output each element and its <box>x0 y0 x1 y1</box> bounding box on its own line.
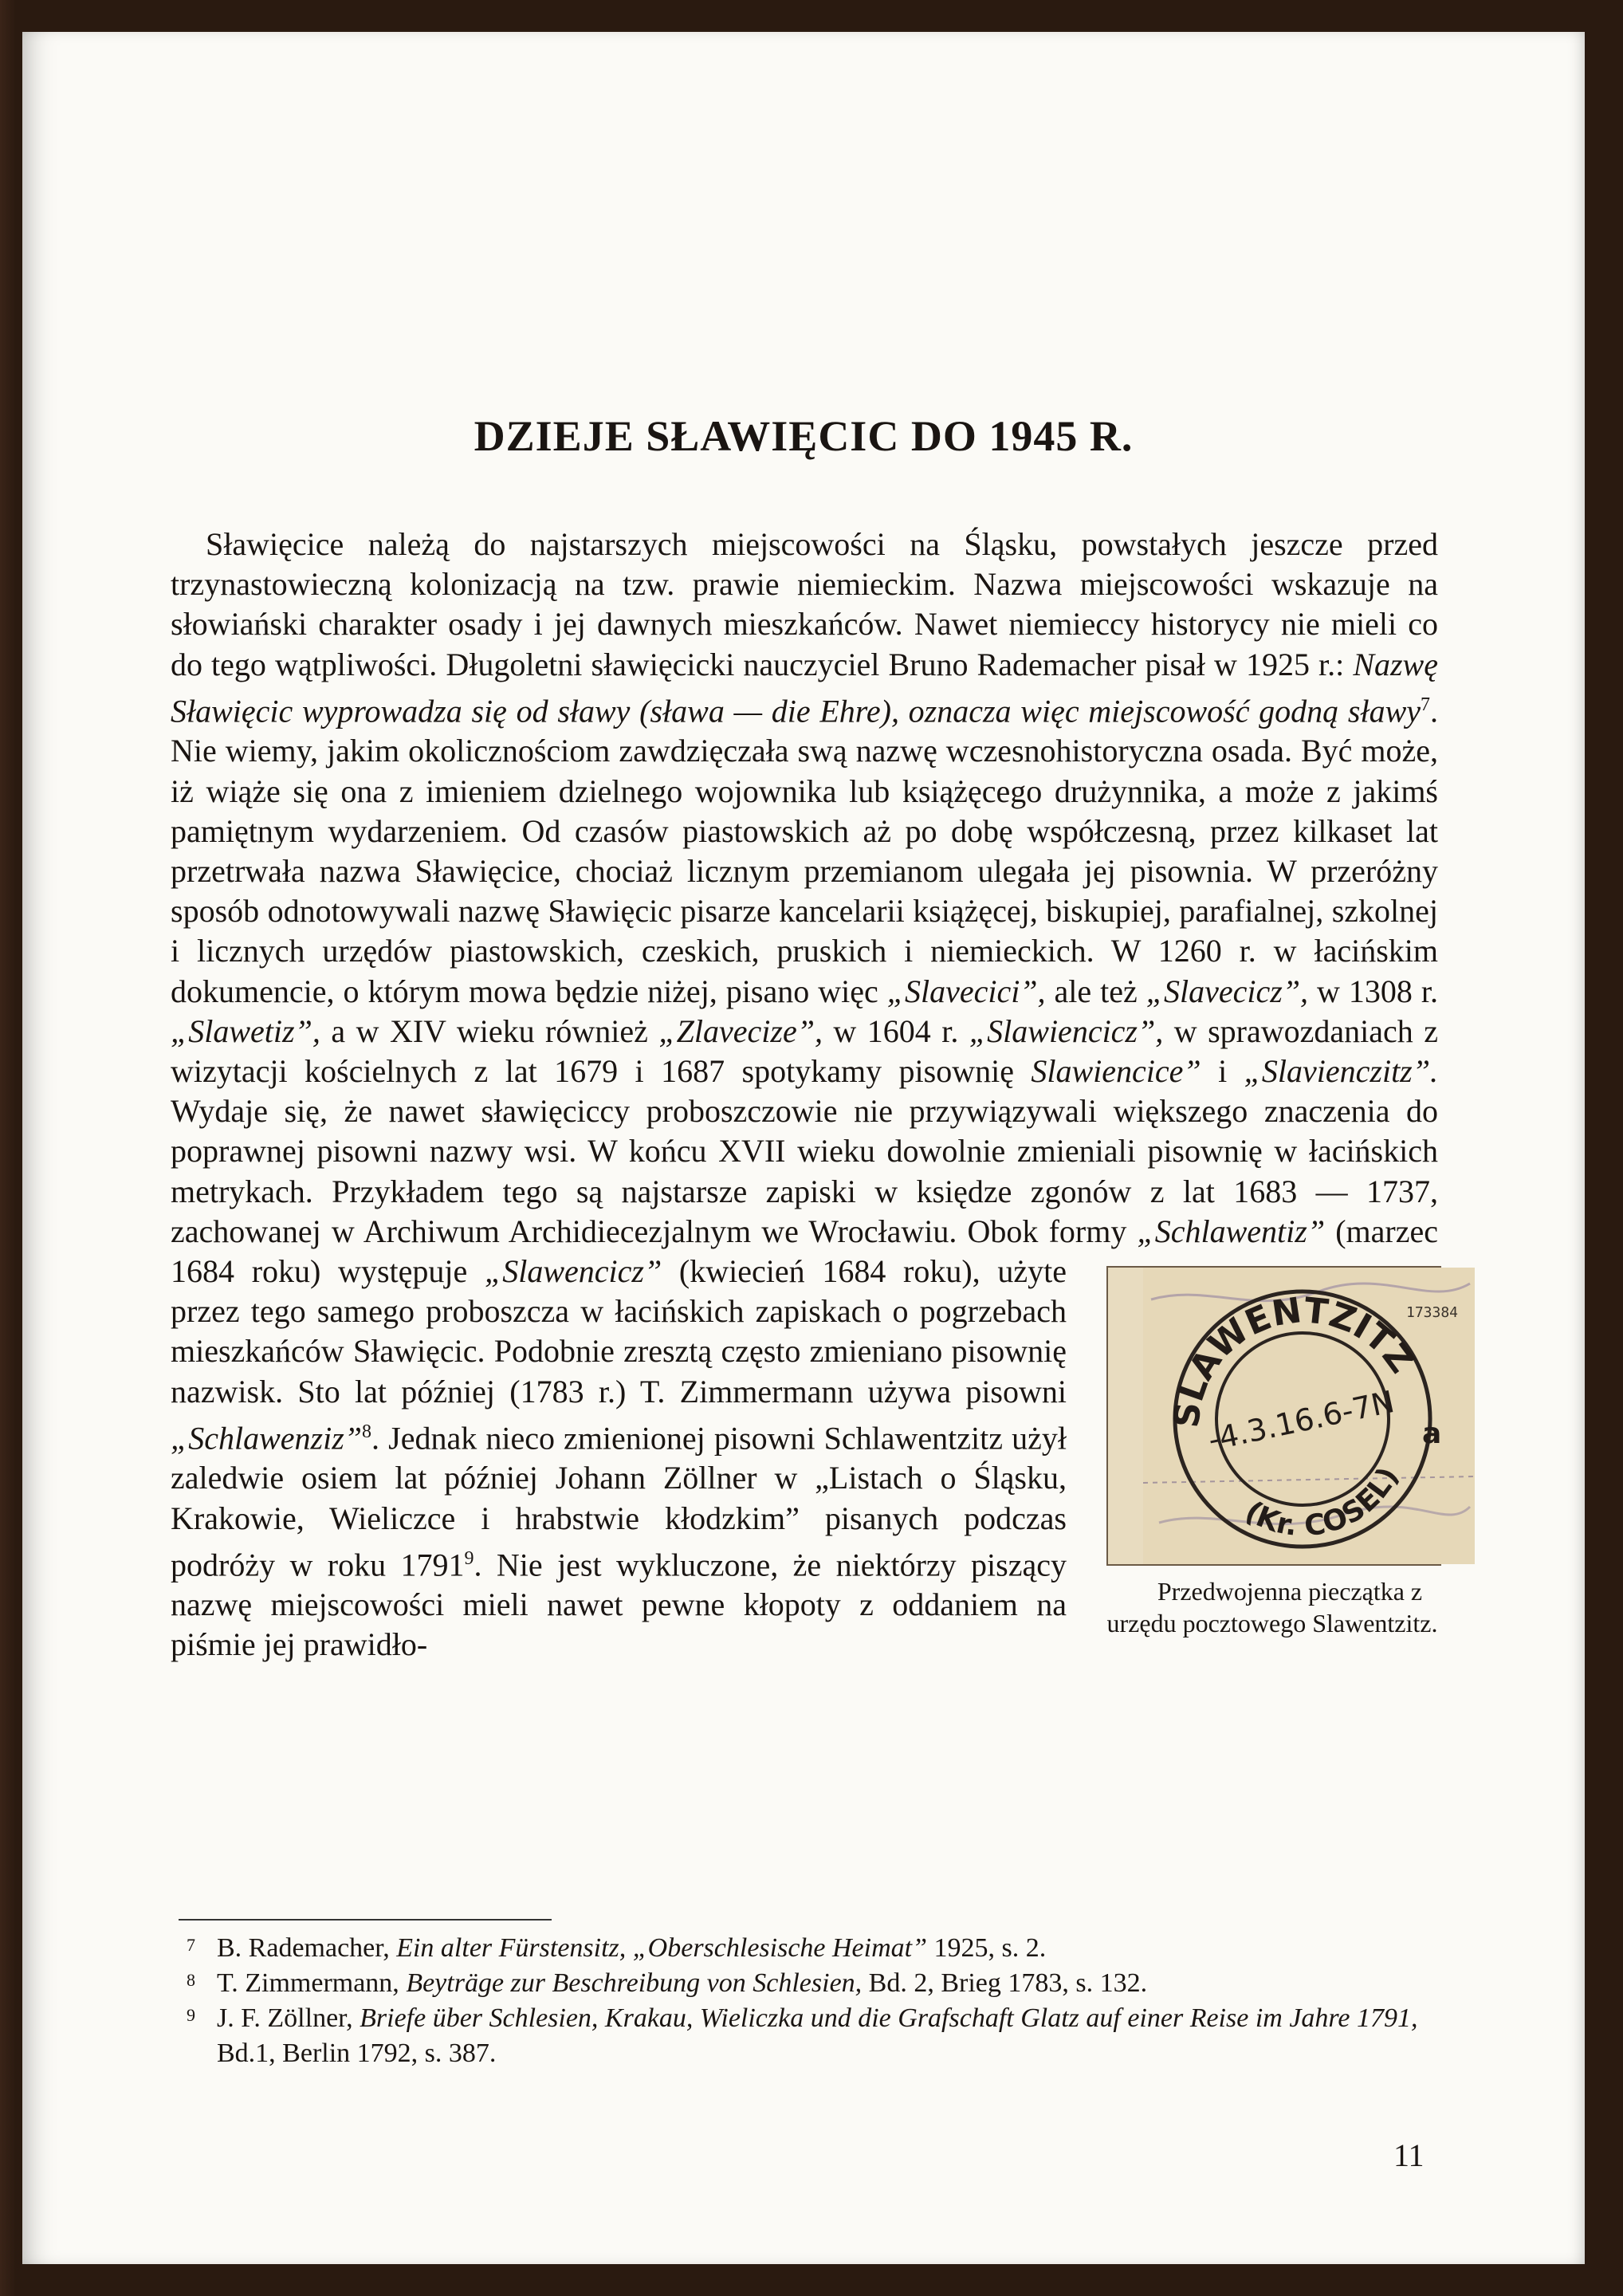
footnote-divider <box>179 1919 552 1921</box>
chapter-title: DZIEJE SŁAWIĘCIC DO 1945 R. <box>474 412 1134 460</box>
stamp-letter: a <box>1422 1417 1442 1450</box>
spelling-slavienczitz: „Slavienczitz”. <box>1244 1052 1438 1089</box>
stamp-date: -4.3.16.6-7N <box>1204 1383 1397 1458</box>
footnote-9 <box>179 2001 1438 2071</box>
para-text-1: Sławięcice należą do najstarszych miejscowości na Śląsku, powstałych jeszcze przed trzynastowieczną kolonizacją na tzw. prawie niemieckim. Nazwa miejscowości wskazuje na słowiański charakter osady i jej dawnych mieszkańców. Nawet niemieccy historycy nie mieli co do tego wątpliwości. Długoletni sławięcicki nauczyciel Bruno Rademacher pisał w 1925 r.: <box>171 526 1438 682</box>
stamp-number: 173384 <box>1406 1303 1459 1321</box>
para-text: ale też <box>1045 973 1146 1009</box>
para-text: (kwiecień 1684 roku), użyte przez tego samego proboszcza w łacińskich zapiskach o pogrzebach mieszkańców Sławięcic. Podobnie zresztą często zmieniano pisownię nazwisk. Sto lat później (1783 r.) T. Zimmermann używa pisowni <box>171 1252 1067 1409</box>
spelling-slawencicz: „Slawencicz” <box>484 1252 662 1289</box>
footnote-work-title: Ein alter Fürstensitz, „Oberschlesische Heimat” <box>396 1933 928 1963</box>
spelling-slawiencicz: „Slawiencicz”, <box>969 1012 1164 1049</box>
stamp-bottom-text: (Kr. COSEL) <box>1239 1461 1405 1543</box>
footnote-number: 8 <box>187 1970 195 1990</box>
footnote-number: 9 <box>187 2005 195 2025</box>
footnote-ref-7: 7 <box>1421 694 1430 715</box>
para-text: w 1308 r. <box>1308 973 1439 1009</box>
footnote-number: 7 <box>187 1935 195 1955</box>
footnote-work-title: Beyträge zur Beschreibung von Schlesien, <box>406 1968 863 1998</box>
footnote-work-title: Briefe über Schlesien, Krakau, Wieliczka und die Grafschaft Glatz auf einer Reise im Jahre 1791, <box>360 2003 1418 2033</box>
para-text: a w XIV wieku również <box>320 1012 659 1049</box>
stamp-image <box>1106 1266 1459 1566</box>
para-text: w sprawozdaniach z wizytacji kościelnych z lat 1679 i 1687 spotykamy pisownię <box>171 1012 1439 1089</box>
para-text: . Jednak nieco zmienionej pisowni Schlawentzitz użył zaledwie osiem lat później Johann Zöllner w „Listach o Śląsku, Krakowie, Wieliczce i hrabstwie kłodzkim” pisanych podczas podróży w roku 1791 <box>171 1420 1067 1583</box>
footnote-7 <box>179 1931 1438 1966</box>
spelling-zlavecize: „Zlavecize”, <box>658 1012 823 1049</box>
spelling-slavecici: „Slavecici”, <box>886 973 1046 1009</box>
postmark-stamp-icon <box>1143 1268 1475 1564</box>
book-page <box>22 32 1585 2264</box>
footnote-ref-9: 9 <box>464 1547 474 1569</box>
para-text: w 1604 r. <box>822 1012 969 1049</box>
spelling-slavecicz: „Slavecicz”, <box>1146 973 1309 1009</box>
stamp-ring-text: SLAWENTZITZ <box>1165 1290 1422 1430</box>
para-text: Wydaje się, że nawet sławięciccy proboszczowie nie przywiązywali większego znaczenia do poprawnej pisowni nazwy wsi. W końcu XVII wieku dowolnie zmieniali pisownię w łacińskich metrykach. Przykładem tego są najstarsze zapiski w księdze zgonów z lat 1683 — 1737, zachowanej w Archiwum Archidiecezjalnym we Wrocławiu. Obok formy <box>171 1093 1438 1249</box>
main-paragraph <box>171 525 1459 1665</box>
para-text: . Nie jest wykluczone, że niektórzy piszący nazwę miejscowości mieli nawet pewne kłopoty z oddaniem na piśmie jej prawidło- <box>171 1547 1067 1663</box>
footnotes <box>179 1931 1438 2071</box>
footnote-author: B. Rademacher, <box>217 1933 397 1963</box>
para-text: i <box>1201 1052 1244 1089</box>
spelling-slawiencice: Slawiencice” <box>1031 1052 1201 1089</box>
spelling-slawetiz: „Slawetiz”, <box>171 1012 320 1049</box>
footnote-details: Bd.1, Berlin 1792, s. 387. <box>217 2038 497 2068</box>
page-number: 11 <box>1393 2137 1425 2173</box>
para-text: (marzec 1684 roku) występuje <box>171 1213 1438 1289</box>
footnote-author: J. F. Zöllner, <box>217 2003 360 2033</box>
figure-caption: Przedwojenna pieczątka z urzędu pocztowego Slawentzitz. <box>1106 1576 1438 1637</box>
spelling-schlawenziz: „Schlawenziz” <box>171 1420 363 1457</box>
footnote-8 <box>179 1966 1438 2001</box>
footnote-ref-8: 8 <box>362 1421 372 1442</box>
stamp-figure <box>1091 1263 1459 1637</box>
footnote-details: Bd. 2, Brieg 1783, s. 132. <box>862 1968 1148 1998</box>
footnote-details: 1925, s. 2. <box>927 1933 1047 1963</box>
quote-rademacher: Nazwę Sławięcic wyprowadza się od sławy (sława — die Ehre), oznacza więc miejscowość godną sławy <box>171 646 1438 729</box>
footnote-author: T. Zimmermann, <box>217 1968 407 1998</box>
spelling-schlawentiz: „Schlawentiz” <box>1137 1213 1326 1249</box>
para-text-2: . Nie wiemy, jakim okolicznościom zawdzięczała swą nazwę wczesnohistoryczna osada. Być może, iż wiąże się ona z imieniem dzielnego wojownika lub książęcego drużynnika, a może z jakimś pamiętnym wydarzeniem. Od czasów piastowskich aż po dobę współczesną, przez kilkaset lat przetrwała nazwa Sławięcice, chociaż licznym przemianom ulegała jej pisownia. W przeróżny sposób odnotowywali nazwę Sławięcic pisarze kancelarii książęcej, biskupiej, parafialnej, szkolnej i licznych urzędów piastowskich, czeskich, pruskich i niemieckich. W 1260 r. w łacińskim dokumencie, o którym mowa będzie niżej, pisano więc <box>171 693 1438 1009</box>
